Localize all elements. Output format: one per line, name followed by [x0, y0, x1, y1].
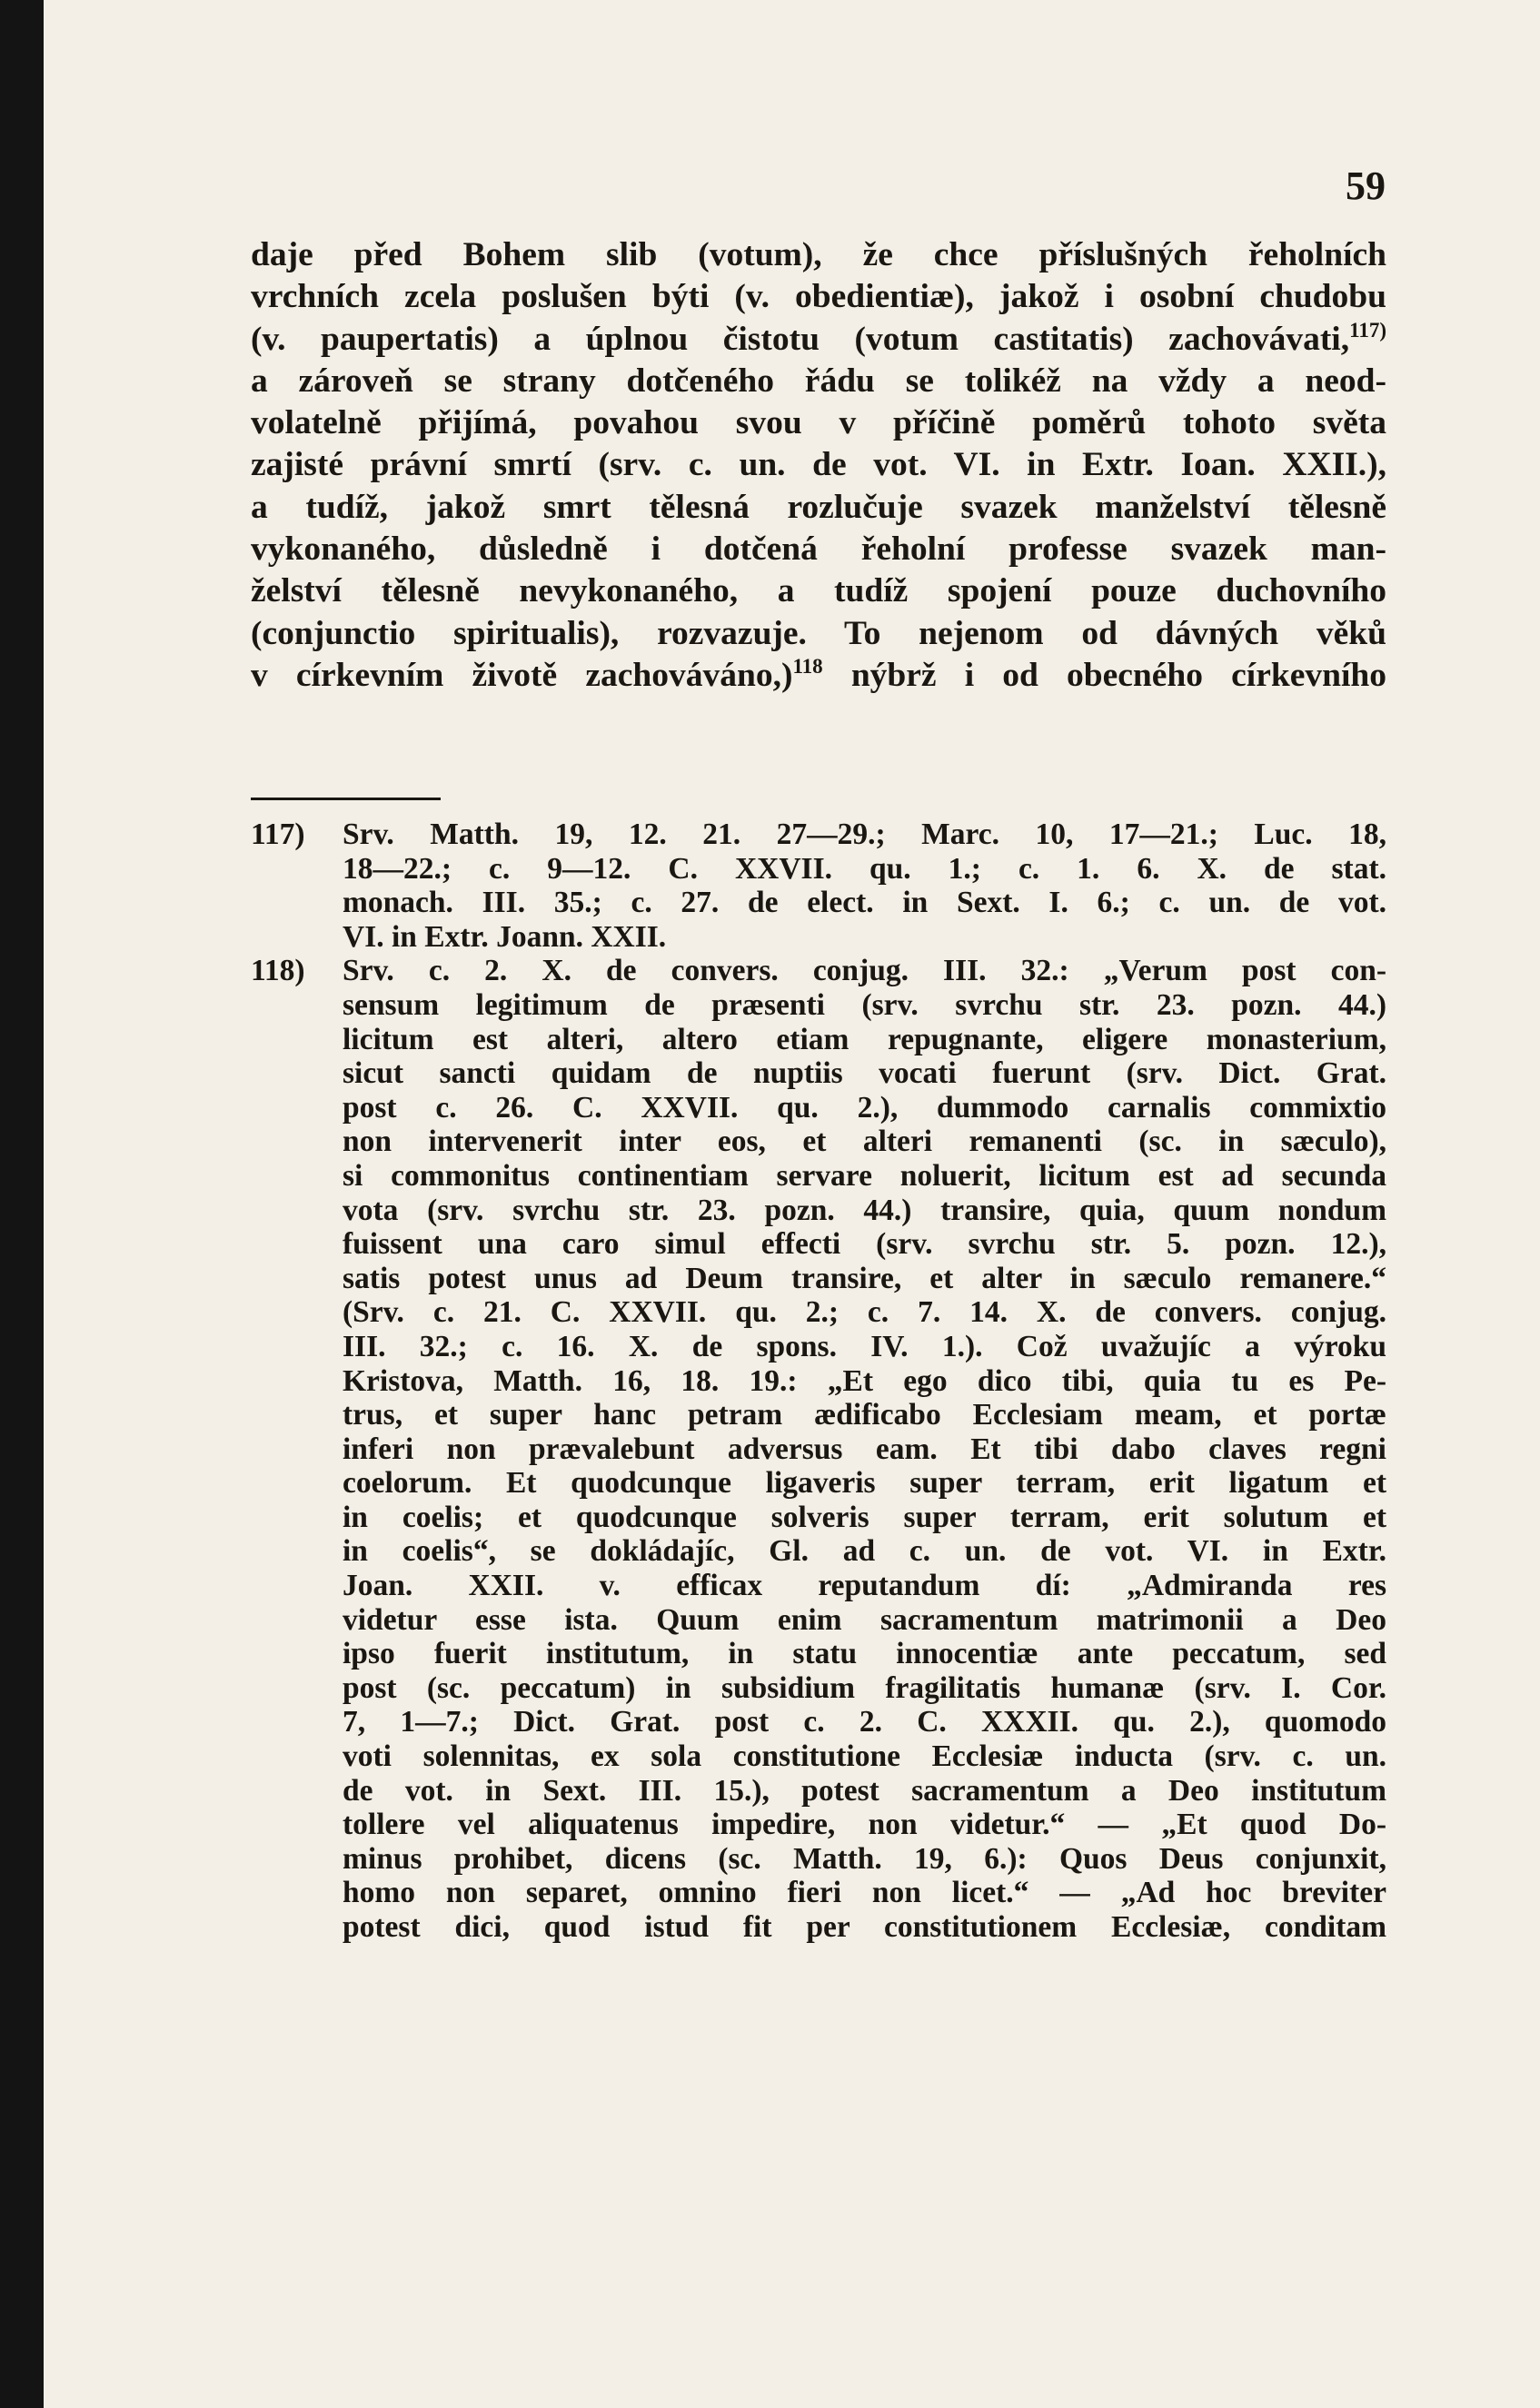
footnote-117-line: 18—22.; c. 9—12. C. XXVII. qu. 1.; c. 1. 6. X. de stat.: [343, 851, 1386, 886]
footnote-118-line: in coelis; et quodcunque solveris super terram, erit solutum et: [343, 1500, 1386, 1534]
footnote-118-line: voti solennitas, ex sola constitutione Ecclesiæ inducta (srv. c. un.: [343, 1739, 1386, 1774]
footnote-118-line: si commonitus continentiam servare noluerit, licitum est ad secunda: [343, 1158, 1386, 1193]
footnote-ref-118: 118: [792, 654, 823, 678]
body-text: [251, 234, 1386, 697]
body-line: [251, 655, 1386, 697]
body-line-text: v církevním životě zachováváno,): [251, 656, 793, 694]
body-line: vykonaného, důsledně i dotčená řeholní professe svazek man-: [251, 530, 1386, 569]
book-page: [44, 0, 1540, 2408]
footnote-117-mark: 117): [251, 818, 305, 851]
footnote-118-line: homo non separet, omnino fieri non licet.“ — „Ad hoc breviter: [343, 1876, 1386, 1910]
footnote-118-line: Joan. XXII. v. efficax reputandum dí: „Admiranda res: [343, 1569, 1386, 1603]
footnote-117-line: monach. III. 35.; c. 27. de elect. in Sext. I. 6.; c. un. de vot.: [343, 886, 1386, 920]
footnote-118-line: vota (srv. svrchu str. 23. pozn. 44.) transire, quia, quum nondum: [343, 1193, 1386, 1227]
body-line: a tudíž, jakož smrt tělesná rozlučuje svazek manželství tělesně: [251, 488, 1386, 526]
footnote-118-line: sensum legitimum de præsenti (srv. svrchu str. 23. pozn. 44.): [343, 987, 1386, 1022]
footnote-118-line: post c. 26. C. XXVII. qu. 2.), dummodo carnalis commixtio: [343, 1090, 1386, 1125]
footnote-ref-117: 117): [1349, 318, 1386, 342]
footnote-118-line: in coelis“, se dokládajíc, Gl. ad c. un. de vot. VI. in Extr.: [343, 1534, 1386, 1569]
footnote-118-line: Kristova, Matth. 16, 18. 19.: „Et ego dico tibi, quia tu es Pe-: [343, 1363, 1386, 1398]
body-line: volatelně přijímá, povahou svou v příčině poměrů tohoto světa: [251, 404, 1386, 442]
footnote-117-line: [251, 818, 1386, 852]
footnotes: [251, 818, 1386, 1945]
footnote-118-line: (Srv. c. 21. C. XXVII. qu. 2.; c. 7. 14. X. de convers. conjug.: [343, 1295, 1386, 1330]
body-line-text: nýbrž i od obecného církevního: [822, 656, 1386, 694]
footnote-118-line: III. 32.; c. 16. X. de spons. IV. 1.). Což uvažujíc a výroku: [343, 1329, 1386, 1363]
footnote-text: Srv. Matth. 19, 12. 21. 27—29.; Marc. 10, 17—21.; Luc. 18,: [343, 818, 1386, 851]
footnote-118-line: [251, 954, 1386, 988]
body-line: zajisté právní smrtí (srv. c. un. de vot. VI. in Extr. Ioan. XXII.),: [251, 446, 1386, 484]
body-line: daje před Bohem slib (votum), že chce příslušných řeholních: [251, 236, 1386, 273]
footnote-118-line: post (sc. peccatum) in subsidium fragilitatis humanæ (srv. I. Cor.: [343, 1670, 1386, 1705]
footnote-118-line: 7, 1—7.; Dict. Grat. post c. 2. C. XXXII. qu. 2.), quomodo: [343, 1705, 1386, 1739]
body-line: a zároveň se strany dotčeného řádu se tolikéž na vždy a neod-: [251, 362, 1386, 400]
footnote-118-line: sicut sancti quidam de nuptiis vocati fuerunt (srv. Dict. Grat.: [343, 1056, 1386, 1091]
footnote-118-line: non intervenerit inter eos, et alteri remanenti (sc. in sæculo),: [343, 1125, 1386, 1159]
footnote-separator: [251, 798, 441, 800]
body-line: (conjunctio spiritualis), rozvazuje. To nejenom od dávných věků: [251, 614, 1386, 652]
footnote-117-line: VI. in Extr. Joann. XXII.: [343, 919, 667, 954]
page-number: 59: [1346, 164, 1386, 208]
footnote-118-line: videtur esse ista. Quum enim sacramentum matrimonii a Deo: [343, 1602, 1386, 1637]
footnote-118-mark: 118): [251, 954, 305, 988]
body-line: [251, 319, 1386, 361]
footnote-118-line: de vot. in Sext. III. 15.), potest sacramentum a Deo institutum: [343, 1773, 1386, 1808]
body-line: želství tělesně nevykonaného, a tudíž spojení pouze duchovního: [251, 572, 1386, 610]
footnote-118-line: ipso fuerit institutum, in statu innocentiæ ante peccatum, sed: [343, 1637, 1386, 1671]
footnote-118-line: minus prohibet, dicens (sc. Matth. 19, 6.): Quos Deus conjunxit,: [343, 1841, 1386, 1876]
footnote-118-line: fuissent una caro simul effecti (srv. svrchu str. 5. pozn. 12.),: [343, 1227, 1386, 1262]
footnote-text: Srv. c. 2. X. de convers. conjug. III. 32.: „Verum post con-: [343, 954, 1386, 988]
footnote-118-line: coelorum. Et quodcunque ligaveris super terram, erit ligatum et: [343, 1466, 1386, 1501]
body-line-text: (v. paupertatis) a úplnou čistotu (votum castitatis) zachovávati,: [251, 320, 1350, 358]
footnote-118-line: inferi non prævalebunt adversus eam. Et tibi dabo claves regni: [343, 1432, 1386, 1466]
footnote-118-line: licitum est alteri, altero etiam repugnante, eligere monasterium,: [343, 1022, 1386, 1056]
footnote-118-line: tollere vel aliquatenus impedire, non videtur.“ — „Et quod Do-: [343, 1808, 1386, 1842]
footnote-118-line: satis potest unus ad Deum transire, et alter in sæculo remanere.“: [343, 1261, 1386, 1295]
footnote-118-line: trus, et super hanc petram ædificabo Ecclesiam meam, et portæ: [343, 1398, 1386, 1432]
footnote-118-line: potest dici, quod istud fit per constitutionem Ecclesiæ, conditam: [343, 1910, 1386, 1944]
body-line: vrchních zcela poslušen býti (v. obedientiæ), jakož i osobní chudobu: [251, 278, 1386, 316]
